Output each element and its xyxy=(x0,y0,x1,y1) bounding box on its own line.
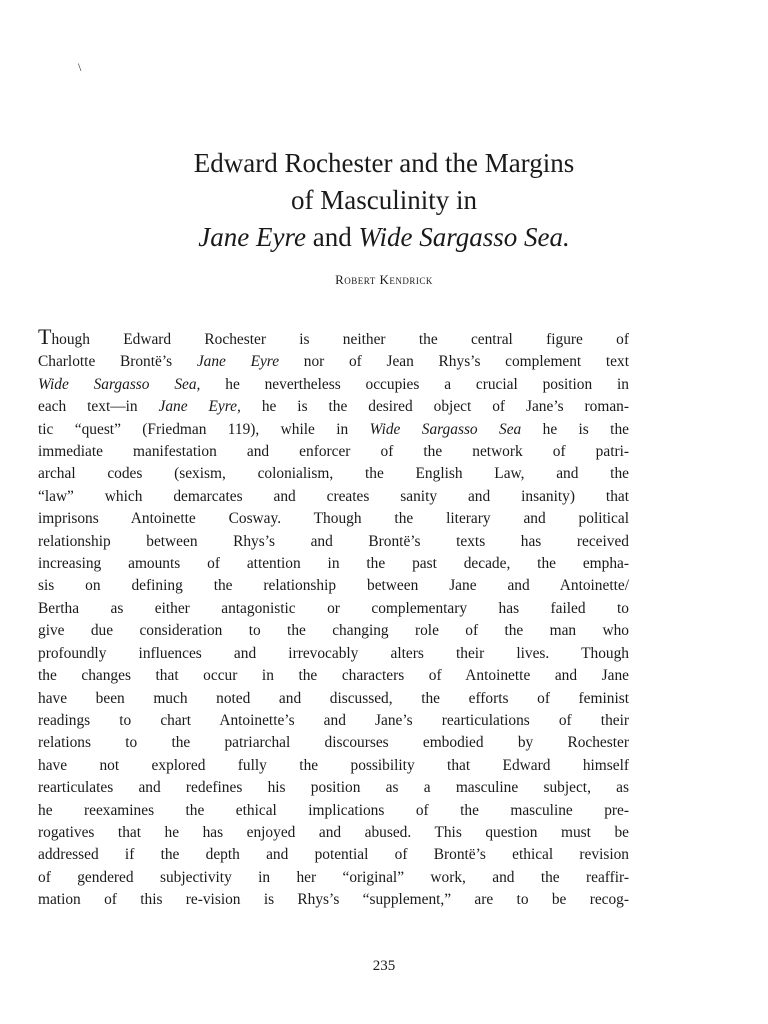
text-segment: imprisons Antoinette Cosway. Though the literary and political xyxy=(38,510,629,528)
text-line xyxy=(38,441,629,463)
article-title xyxy=(60,145,708,256)
italic-title: Wide Sargasso Sea, xyxy=(38,375,201,393)
title-wide-sargasso-sea: Wide Sargasso Sea. xyxy=(358,222,570,252)
text-segment: have been much noted and discussed, the efforts of feminist xyxy=(38,689,629,707)
text-segment: give due consideration to the changing role of the man who xyxy=(38,622,629,640)
italic-title: Jane Eyre, xyxy=(158,398,241,416)
text-line xyxy=(38,732,629,754)
text-segment: mation of this re-vision is Rhys’s “supplement,” are to be recog- xyxy=(38,891,629,909)
title-line-1: Edward Rochester and the Margins xyxy=(193,148,575,178)
drop-cap-letter: T xyxy=(38,324,52,349)
text-line xyxy=(38,575,629,597)
text-line xyxy=(38,867,629,889)
author-name: Robert Kendrick xyxy=(335,272,433,287)
text-line xyxy=(38,822,629,844)
text-line xyxy=(38,665,629,687)
text-line xyxy=(38,889,629,911)
text-line xyxy=(38,508,629,530)
text-line xyxy=(38,326,629,351)
text-segment: tic “quest” (Friedman 119), while in xyxy=(38,420,370,438)
text-segment: he is the desired object of Jane’s roman- xyxy=(240,398,629,416)
text-segment: he is the xyxy=(521,420,629,438)
text-line xyxy=(38,777,629,799)
text-line xyxy=(38,844,629,866)
text-segment: addressed if the depth and potential of Brontë’s ethical revision xyxy=(38,846,629,864)
text-segment: nor of Jean Rhys’s complement text xyxy=(279,353,629,371)
text-segment: the changes that occur in the characters of Antoinette and Jane xyxy=(38,667,629,685)
text-segment: “law” which demarcates and creates sanity and insanity) that xyxy=(38,487,629,505)
text-line xyxy=(38,800,629,822)
text-line xyxy=(38,688,629,710)
text-line xyxy=(38,463,629,485)
text-line xyxy=(38,374,629,396)
text-segment: sis on defining the relationship between Jane and Antoinette/ xyxy=(38,577,629,595)
text-segment: he nevertheless occupies a crucial position in xyxy=(200,375,629,393)
stray-mark: \ xyxy=(78,60,82,74)
title-line-3 xyxy=(60,219,708,256)
text-segment: have not explored fully the possibility that Edward himself xyxy=(38,756,629,774)
text-segment: hough Edward Rochester is neither the central figure of xyxy=(51,331,629,348)
text-segment: of gendered subjectivity in her “original” work, and the reaffir- xyxy=(38,868,629,886)
text-line xyxy=(38,755,629,777)
text-segment: immediate manifestation and enforcer of the network of patri- xyxy=(38,443,629,461)
text-segment: readings to chart Antoinette’s and Jane’s rearticulations of their xyxy=(38,711,629,729)
italic-title: Jane Eyre xyxy=(196,353,280,371)
title-jane-eyre: Jane Eyre xyxy=(198,222,306,252)
text-line xyxy=(38,710,629,732)
text-line xyxy=(38,598,629,620)
text-segment: archal codes (sexism, colonialism, the English Law, and the xyxy=(38,465,629,483)
text-line xyxy=(38,396,629,418)
text-segment: each text—in xyxy=(38,398,159,416)
page-number: 235 xyxy=(372,958,396,974)
title-and: and xyxy=(305,222,359,252)
text-segment: rogatives that he has enjoyed and abused. This question must be xyxy=(38,823,629,841)
italic-title: Wide Sargasso Sea xyxy=(369,420,522,438)
text-line xyxy=(38,419,629,441)
title-line-2: of Masculinity in xyxy=(291,185,477,215)
text-segment: profoundly influences and irrevocably alters their lives. Though xyxy=(38,644,629,662)
body-paragraph xyxy=(38,326,629,912)
text-segment: relationship between Rhys’s and Brontë’s texts has received xyxy=(38,532,629,550)
text-line xyxy=(38,486,629,508)
text-line xyxy=(38,643,629,665)
text-segment: he reexamines the ethical implications of the masculine pre- xyxy=(38,801,629,819)
text-line xyxy=(38,531,629,553)
text-segment: Charlotte Brontë’s xyxy=(38,353,197,371)
text-line xyxy=(38,553,629,575)
text-segment: increasing amounts of attention in the past decade, the empha- xyxy=(38,555,629,573)
text-line xyxy=(38,351,629,373)
text-segment: rearticulates and redefines his position as a masculine subject, as xyxy=(38,779,629,797)
text-segment: relations to the patriarchal discourses embodied by Rochester xyxy=(38,734,629,752)
text-segment: Bertha as either antagonistic or complementary has failed to xyxy=(38,599,629,617)
text-line xyxy=(38,620,629,642)
